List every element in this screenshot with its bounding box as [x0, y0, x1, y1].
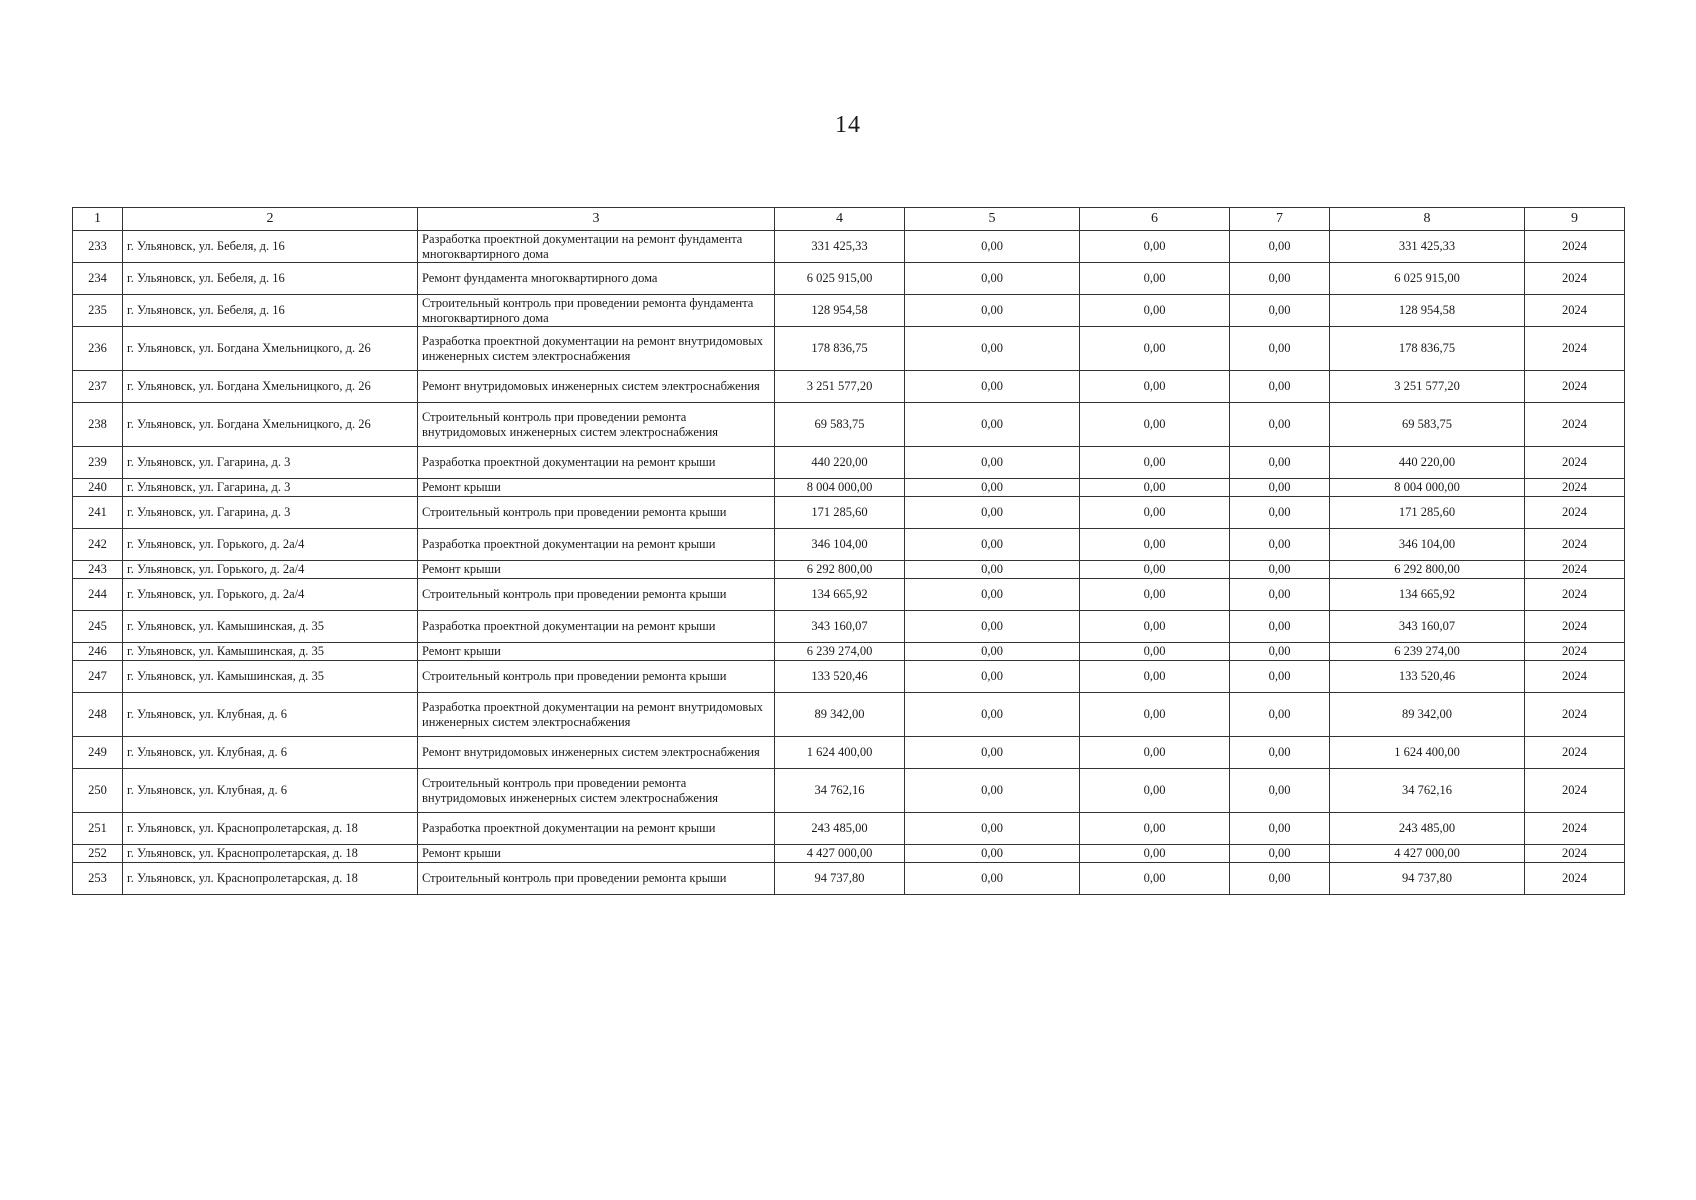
year-cell: 2024: [1525, 263, 1625, 295]
year-cell: 2024: [1525, 479, 1625, 497]
cost-total-cell: 346 104,00: [775, 529, 905, 561]
row-number: 247: [73, 661, 123, 693]
col6-cell: 0,00: [1080, 561, 1230, 579]
col5-cell: 0,00: [905, 263, 1080, 295]
table-row: [73, 529, 1625, 561]
year-cell: 2024: [1525, 579, 1625, 611]
address-cell: г. Ульяновск, ул. Краснопролетарская, д. 18: [123, 845, 418, 863]
address-cell: г. Ульяновск, ул. Бебеля, д. 16: [123, 231, 418, 263]
table-row: [73, 845, 1625, 863]
address-cell: г. Ульяновск, ул. Клубная, д. 6: [123, 769, 418, 813]
column-header-6: 6: [1080, 208, 1230, 231]
cost-total-cell: 6 025 915,00: [775, 263, 905, 295]
cost-total-cell: 133 520,46: [775, 661, 905, 693]
col8-cell: 8 004 000,00: [1330, 479, 1525, 497]
table-row: [73, 327, 1625, 371]
col6-cell: 0,00: [1080, 693, 1230, 737]
col8-cell: 243 485,00: [1330, 813, 1525, 845]
work-type-cell: Ремонт внутридомовых инженерных систем электроснабжения: [418, 737, 775, 769]
address-cell: г. Ульяновск, ул. Богдана Хмельницкого, д. 26: [123, 371, 418, 403]
cost-total-cell: 4 427 000,00: [775, 845, 905, 863]
year-cell: 2024: [1525, 529, 1625, 561]
cost-total-cell: 6 239 274,00: [775, 643, 905, 661]
table-row: [73, 479, 1625, 497]
work-type-cell: Разработка проектной документации на ремонт крыши: [418, 611, 775, 643]
cost-total-cell: 94 737,80: [775, 863, 905, 895]
year-cell: 2024: [1525, 769, 1625, 813]
table-row: [73, 579, 1625, 611]
col5-cell: 0,00: [905, 643, 1080, 661]
table-row: [73, 403, 1625, 447]
row-number: 235: [73, 295, 123, 327]
work-type-cell: Ремонт крыши: [418, 561, 775, 579]
work-type-cell: Разработка проектной документации на ремонт крыши: [418, 813, 775, 845]
year-cell: 2024: [1525, 845, 1625, 863]
col6-cell: 0,00: [1080, 863, 1230, 895]
row-number: 250: [73, 769, 123, 813]
col5-cell: 0,00: [905, 479, 1080, 497]
col8-cell: 171 285,60: [1330, 497, 1525, 529]
address-cell: г. Ульяновск, ул. Клубная, д. 6: [123, 693, 418, 737]
column-header-8: 8: [1330, 208, 1525, 231]
row-number: 248: [73, 693, 123, 737]
col8-cell: 6 025 915,00: [1330, 263, 1525, 295]
row-number: 243: [73, 561, 123, 579]
col7-cell: 0,00: [1230, 611, 1330, 643]
address-cell: г. Ульяновск, ул. Краснопролетарская, д. 18: [123, 863, 418, 895]
col7-cell: 0,00: [1230, 447, 1330, 479]
column-header-9: 9: [1525, 208, 1625, 231]
column-header-4: 4: [775, 208, 905, 231]
col5-cell: 0,00: [905, 327, 1080, 371]
row-number: 244: [73, 579, 123, 611]
col6-cell: 0,00: [1080, 327, 1230, 371]
row-number: 238: [73, 403, 123, 447]
table-row: [73, 371, 1625, 403]
col8-cell: 4 427 000,00: [1330, 845, 1525, 863]
cost-total-cell: 8 004 000,00: [775, 479, 905, 497]
cost-total-cell: 89 342,00: [775, 693, 905, 737]
address-cell: г. Ульяновск, ул. Богдана Хмельницкого, д. 26: [123, 403, 418, 447]
year-cell: 2024: [1525, 327, 1625, 371]
cost-total-cell: 69 583,75: [775, 403, 905, 447]
col6-cell: 0,00: [1080, 263, 1230, 295]
column-header-7: 7: [1230, 208, 1330, 231]
year-cell: 2024: [1525, 611, 1625, 643]
col5-cell: 0,00: [905, 403, 1080, 447]
col8-cell: 134 665,92: [1330, 579, 1525, 611]
col6-cell: 0,00: [1080, 529, 1230, 561]
col5-cell: 0,00: [905, 529, 1080, 561]
table-row: [73, 263, 1625, 295]
col6-cell: 0,00: [1080, 737, 1230, 769]
col8-cell: 94 737,80: [1330, 863, 1525, 895]
address-cell: г. Ульяновск, ул. Краснопролетарская, д. 18: [123, 813, 418, 845]
year-cell: 2024: [1525, 643, 1625, 661]
row-number: 249: [73, 737, 123, 769]
row-number: 237: [73, 371, 123, 403]
col8-cell: 69 583,75: [1330, 403, 1525, 447]
year-cell: 2024: [1525, 497, 1625, 529]
address-cell: г. Ульяновск, ул. Горького, д. 2а/4: [123, 579, 418, 611]
col8-cell: 133 520,46: [1330, 661, 1525, 693]
col8-cell: 3 251 577,20: [1330, 371, 1525, 403]
col7-cell: 0,00: [1230, 845, 1330, 863]
address-cell: г. Ульяновск, ул. Бебеля, д. 16: [123, 263, 418, 295]
address-cell: г. Ульяновск, ул. Горького, д. 2а/4: [123, 561, 418, 579]
col5-cell: 0,00: [905, 845, 1080, 863]
column-header-5: 5: [905, 208, 1080, 231]
work-type-cell: Строительный контроль при проведении ремонта внутридомовых инженерных систем электроснабжения: [418, 769, 775, 813]
col5-cell: 0,00: [905, 737, 1080, 769]
table-row: [73, 447, 1625, 479]
work-type-cell: Разработка проектной документации на ремонт фундамента многоквартирного дома: [418, 231, 775, 263]
col6-cell: 0,00: [1080, 447, 1230, 479]
col7-cell: 0,00: [1230, 693, 1330, 737]
year-cell: 2024: [1525, 661, 1625, 693]
col7-cell: 0,00: [1230, 737, 1330, 769]
col5-cell: 0,00: [905, 579, 1080, 611]
work-type-cell: Строительный контроль при проведении ремонта крыши: [418, 863, 775, 895]
cost-total-cell: 34 762,16: [775, 769, 905, 813]
year-cell: 2024: [1525, 561, 1625, 579]
year-cell: 2024: [1525, 863, 1625, 895]
col5-cell: 0,00: [905, 611, 1080, 643]
col6-cell: 0,00: [1080, 295, 1230, 327]
cost-total-cell: 440 220,00: [775, 447, 905, 479]
table-row: [73, 661, 1625, 693]
col5-cell: 0,00: [905, 497, 1080, 529]
col8-cell: 6 292 800,00: [1330, 561, 1525, 579]
col5-cell: 0,00: [905, 447, 1080, 479]
col6-cell: 0,00: [1080, 643, 1230, 661]
col6-cell: 0,00: [1080, 661, 1230, 693]
work-type-cell: Ремонт фундамента многоквартирного дома: [418, 263, 775, 295]
year-cell: 2024: [1525, 371, 1625, 403]
col6-cell: 0,00: [1080, 497, 1230, 529]
work-type-cell: Разработка проектной документации на ремонт крыши: [418, 447, 775, 479]
col7-cell: 0,00: [1230, 263, 1330, 295]
work-type-cell: Разработка проектной документации на ремонт внутридомовых инженерных систем электроснабжения: [418, 327, 775, 371]
col5-cell: 0,00: [905, 561, 1080, 579]
address-cell: г. Ульяновск, ул. Камышинская, д. 35: [123, 643, 418, 661]
col6-cell: 0,00: [1080, 813, 1230, 845]
col5-cell: 0,00: [905, 863, 1080, 895]
col7-cell: 0,00: [1230, 561, 1330, 579]
row-number: 253: [73, 863, 123, 895]
col8-cell: 6 239 274,00: [1330, 643, 1525, 661]
col6-cell: 0,00: [1080, 611, 1230, 643]
row-number: 239: [73, 447, 123, 479]
row-number: 242: [73, 529, 123, 561]
column-header-1: 1: [73, 208, 123, 231]
col7-cell: 0,00: [1230, 497, 1330, 529]
col6-cell: 0,00: [1080, 845, 1230, 863]
cost-total-cell: 178 836,75: [775, 327, 905, 371]
work-type-cell: Ремонт крыши: [418, 479, 775, 497]
work-type-cell: Строительный контроль при проведении ремонта крыши: [418, 497, 775, 529]
work-type-cell: Строительный контроль при проведении ремонта внутридомовых инженерных систем электроснабжения: [418, 403, 775, 447]
year-cell: 2024: [1525, 693, 1625, 737]
address-cell: г. Ульяновск, ул. Камышинская, д. 35: [123, 661, 418, 693]
col7-cell: 0,00: [1230, 661, 1330, 693]
col8-cell: 331 425,33: [1330, 231, 1525, 263]
address-cell: г. Ульяновск, ул. Богдана Хмельницкого, д. 26: [123, 327, 418, 371]
cost-total-cell: 331 425,33: [775, 231, 905, 263]
row-number: 252: [73, 845, 123, 863]
row-number: 236: [73, 327, 123, 371]
col8-cell: 440 220,00: [1330, 447, 1525, 479]
col7-cell: 0,00: [1230, 579, 1330, 611]
col5-cell: 0,00: [905, 813, 1080, 845]
cost-total-cell: 3 251 577,20: [775, 371, 905, 403]
table-row: [73, 769, 1625, 813]
row-number: 246: [73, 643, 123, 661]
table-row: [73, 643, 1625, 661]
work-type-cell: Ремонт крыши: [418, 643, 775, 661]
col7-cell: 0,00: [1230, 231, 1330, 263]
row-number: 241: [73, 497, 123, 529]
table-row: [73, 611, 1625, 643]
col7-cell: 0,00: [1230, 371, 1330, 403]
cost-total-cell: 343 160,07: [775, 611, 905, 643]
col7-cell: 0,00: [1230, 327, 1330, 371]
year-cell: 2024: [1525, 737, 1625, 769]
page-number: 14: [835, 112, 861, 138]
col5-cell: 0,00: [905, 231, 1080, 263]
address-cell: г. Ульяновск, ул. Горького, д. 2а/4: [123, 529, 418, 561]
col7-cell: 0,00: [1230, 863, 1330, 895]
table-row: [73, 497, 1625, 529]
address-cell: г. Ульяновск, ул. Гагарина, д. 3: [123, 497, 418, 529]
address-cell: г. Ульяновск, ул. Гагарина, д. 3: [123, 479, 418, 497]
cost-total-cell: 6 292 800,00: [775, 561, 905, 579]
year-cell: 2024: [1525, 295, 1625, 327]
col8-cell: 346 104,00: [1330, 529, 1525, 561]
col8-cell: 128 954,58: [1330, 295, 1525, 327]
address-cell: г. Ульяновск, ул. Бебеля, д. 16: [123, 295, 418, 327]
work-type-cell: Строительный контроль при проведении ремонта крыши: [418, 661, 775, 693]
col7-cell: 0,00: [1230, 403, 1330, 447]
col5-cell: 0,00: [905, 661, 1080, 693]
col8-cell: 89 342,00: [1330, 693, 1525, 737]
col7-cell: 0,00: [1230, 769, 1330, 813]
col5-cell: 0,00: [905, 295, 1080, 327]
table-row: [73, 737, 1625, 769]
work-type-cell: Разработка проектной документации на ремонт крыши: [418, 529, 775, 561]
table-row: [73, 561, 1625, 579]
table-header-row: [73, 208, 1625, 231]
address-cell: г. Ульяновск, ул. Камышинская, д. 35: [123, 611, 418, 643]
work-type-cell: Строительный контроль при проведении ремонта крыши: [418, 579, 775, 611]
col7-cell: 0,00: [1230, 643, 1330, 661]
row-number: 234: [73, 263, 123, 295]
row-number: 245: [73, 611, 123, 643]
col6-cell: 0,00: [1080, 769, 1230, 813]
address-cell: г. Ульяновск, ул. Клубная, д. 6: [123, 737, 418, 769]
col7-cell: 0,00: [1230, 295, 1330, 327]
works-table: [72, 207, 1625, 895]
work-type-cell: Ремонт внутридомовых инженерных систем электроснабжения: [418, 371, 775, 403]
cost-total-cell: 243 485,00: [775, 813, 905, 845]
table-row: [73, 295, 1625, 327]
column-header-2: 2: [123, 208, 418, 231]
year-cell: 2024: [1525, 813, 1625, 845]
col6-cell: 0,00: [1080, 579, 1230, 611]
year-cell: 2024: [1525, 447, 1625, 479]
table-row: [73, 863, 1625, 895]
row-number: 240: [73, 479, 123, 497]
work-type-cell: Ремонт крыши: [418, 845, 775, 863]
table-body: [73, 231, 1625, 895]
col8-cell: 343 160,07: [1330, 611, 1525, 643]
row-number: 233: [73, 231, 123, 263]
col7-cell: 0,00: [1230, 813, 1330, 845]
table-row: [73, 693, 1625, 737]
col5-cell: 0,00: [905, 769, 1080, 813]
cost-total-cell: 1 624 400,00: [775, 737, 905, 769]
col6-cell: 0,00: [1080, 479, 1230, 497]
col6-cell: 0,00: [1080, 403, 1230, 447]
col6-cell: 0,00: [1080, 371, 1230, 403]
col7-cell: 0,00: [1230, 479, 1330, 497]
col8-cell: 178 836,75: [1330, 327, 1525, 371]
col5-cell: 0,00: [905, 371, 1080, 403]
work-type-cell: Строительный контроль при проведении ремонта фундамента многоквартирного дома: [418, 295, 775, 327]
column-header-3: 3: [418, 208, 775, 231]
col6-cell: 0,00: [1080, 231, 1230, 263]
table-row: [73, 231, 1625, 263]
col5-cell: 0,00: [905, 693, 1080, 737]
address-cell: г. Ульяновск, ул. Гагарина, д. 3: [123, 447, 418, 479]
cost-total-cell: 171 285,60: [775, 497, 905, 529]
cost-total-cell: 134 665,92: [775, 579, 905, 611]
year-cell: 2024: [1525, 231, 1625, 263]
cost-total-cell: 128 954,58: [775, 295, 905, 327]
col8-cell: 1 624 400,00: [1330, 737, 1525, 769]
col8-cell: 34 762,16: [1330, 769, 1525, 813]
col7-cell: 0,00: [1230, 529, 1330, 561]
work-type-cell: Разработка проектной документации на ремонт внутридомовых инженерных систем электроснабжения: [418, 693, 775, 737]
year-cell: 2024: [1525, 403, 1625, 447]
row-number: 251: [73, 813, 123, 845]
table-row: [73, 813, 1625, 845]
